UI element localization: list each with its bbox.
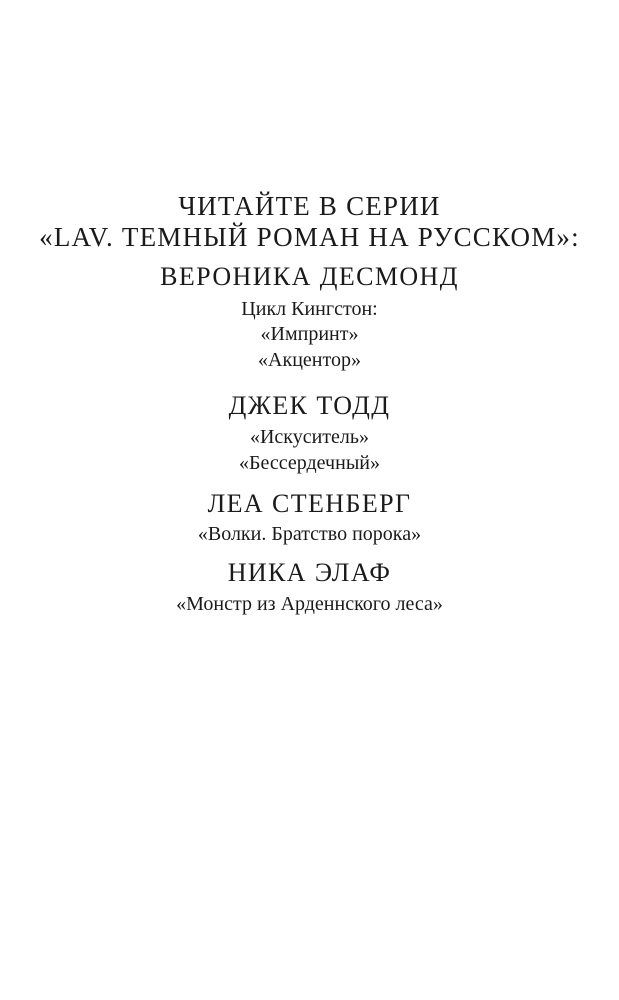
book-title: «Акцентор» xyxy=(258,349,361,371)
book-title: «Искуситель» xyxy=(249,426,370,448)
author-name: ДЖЕК ТОДД xyxy=(228,391,391,420)
author-name: ЛЕА СТЕНБЕРГ xyxy=(207,489,412,518)
book-title: «Импринт» xyxy=(260,323,359,345)
author-name: НИКА ЭЛАФ xyxy=(227,558,392,587)
book-title: «Волки. Братство порока» xyxy=(197,523,422,545)
series-heading-line2: «LAV. ТЕМНЫЙ РОМАН НА РУССКОМ»: xyxy=(39,222,580,252)
series-heading-line1: ЧИТАЙТЕ В СЕРИИ xyxy=(178,191,441,221)
author-name: ВЕРОНИКА ДЕСМОНД xyxy=(160,262,459,291)
book-title: «Бессердечный» xyxy=(239,452,380,474)
book-title: Цикл Кингстон: xyxy=(241,298,378,320)
book-title: «Монстр из Арденнского леса» xyxy=(176,593,443,615)
